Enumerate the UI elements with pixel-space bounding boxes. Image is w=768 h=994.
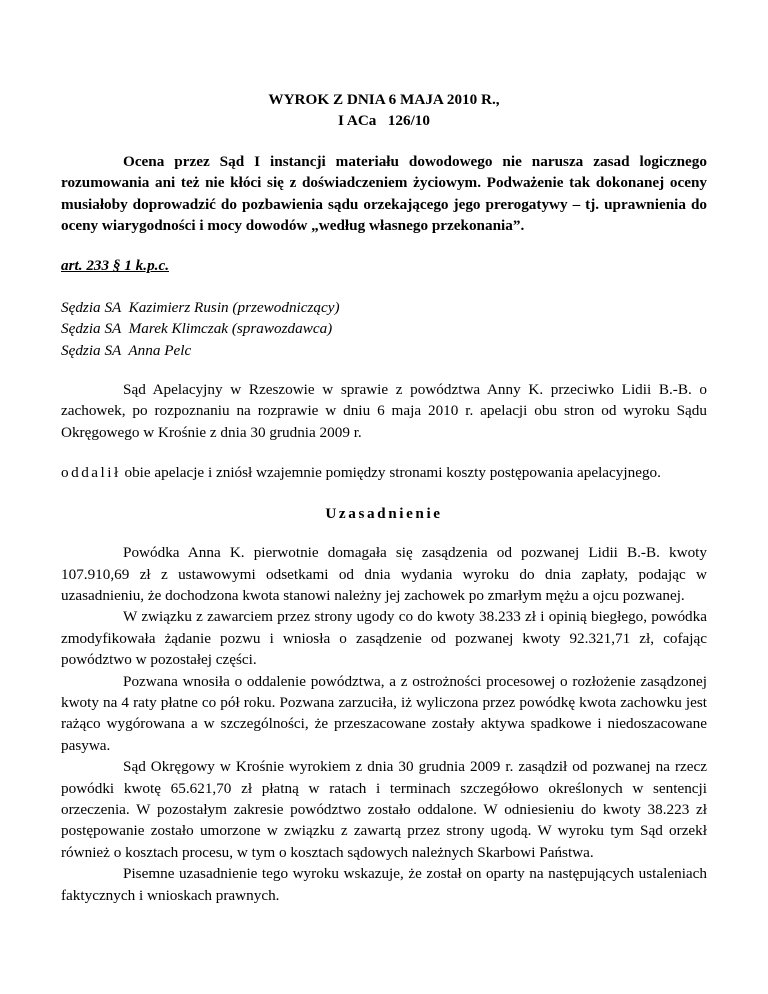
judge-line: Sędzia SA Anna Pelc bbox=[61, 341, 192, 359]
verdict-text: obie apelacje i zniósł wzajemnie pomiędzy stronami koszty postępowania apelacyjnego. bbox=[120, 464, 661, 482]
body-paragraph: Sąd Okręgowy w Krośnie wyrokiem z dnia 30 grudnia 2009 r. zasądził od pozwanej na rzecz powódki kwotę 65.621,70 zł płatną w ratach i terminach szczegółowo określonych w sentencji orzeczenia. W pozostałym zakresie powództwo zostało oddalone. W odniesieniu do kwoty 38.223 zł postępowanie zostało umorzone w związku z zawartą przez strony ugodą. W wyroku tym Sąd orzekł również o kosztach procesu, w tym o kosztach sądowych należnych Skarbowi Państwa. bbox=[61, 758, 707, 861]
section-heading: Uzasadnienie bbox=[325, 504, 443, 522]
article-reference: art. 233 § 1 k.p.c. bbox=[61, 257, 169, 275]
body-paragraph: Pisemne uzasadnienie tego wyroku wskazuje, że został on oparty na następujących ustaleniach faktycznych i wnioskach prawnych. bbox=[61, 865, 707, 904]
body-paragraph: Pozwana wnosiła o oddalenie powództwa, a z ostrożności procesowej o rozłożenie zasądzonej kwoty na 4 raty płatne co pół roku. Pozwana zarzuciła, iż wyliczona przez powódkę kwota zachowku jest rażąco wygórowana a w szczególności, że przeszacowane zostały aktywa spadkowe i niedoszacowane pasywa. bbox=[61, 672, 707, 754]
body-paragraph: W związku z zawarciem przez strony ugody co do kwoty 38.233 zł i opinią biegłego, powódka zmodyfikowała żądanie pozwu i wniosła o zasądzenie od pozwanej kwoty 92.321,71 zł, cofając powództwo w pozostałej części. bbox=[61, 608, 707, 669]
intro-paragraph: Sąd Apelacyjny w Rzeszowie w sprawie z powództwa Anny K. przeciwko Lidii B.-B. o zachowek, po rozpoznaniu na rozprawie w dniu 6 maja 2010 r. apelacji obu stron od wyroku Sądu Okręgowego w Krośnie z dnia 30 grudnia 2009 r. bbox=[61, 381, 707, 441]
judge-line: Sędzia SA Marek Klimczak (sprawozdawca) bbox=[61, 320, 333, 338]
judge-line: Sędzia SA Kazimierz Rusin (przewodniczący) bbox=[61, 298, 340, 316]
document-content bbox=[61, 89, 707, 906]
verdict-keyword: oddalił bbox=[61, 464, 121, 482]
document-title: WYROK Z DNIA 6 MAJA 2010 R., bbox=[268, 91, 500, 108]
verdict-paragraph bbox=[61, 462, 707, 483]
judges-list bbox=[61, 297, 707, 361]
case-signature: I ACa 126/10 bbox=[338, 112, 430, 130]
thesis: Ocena przez Sąd I instancji materiału dowodowego nie narusza zasad logicznego rozumowania ani też nie kłóci się z doświadczeniem życiowym. Podważenie tak dokonanej oceny musiałoby doprowadzić do pozbawienia sądu orzekającego jego prerogatywy – tj. uprawnienia do oceny wiarygodności i mocy dowodów „według własnego przekonania”. bbox=[61, 152, 707, 235]
body-paragraph: Powódka Anna K. pierwotnie domagała się zasądzenia od pozwanej Lidii B.-B. kwoty 107.910,69 zł z ustawowymi odsetkami od dnia wydania wyroku do dnia zapłaty, podając w uzasadnieniu, że dochodzona kwota stanowi należny jej zachowek po zmarłym mężu a ojcu pozwanej. bbox=[61, 544, 707, 604]
